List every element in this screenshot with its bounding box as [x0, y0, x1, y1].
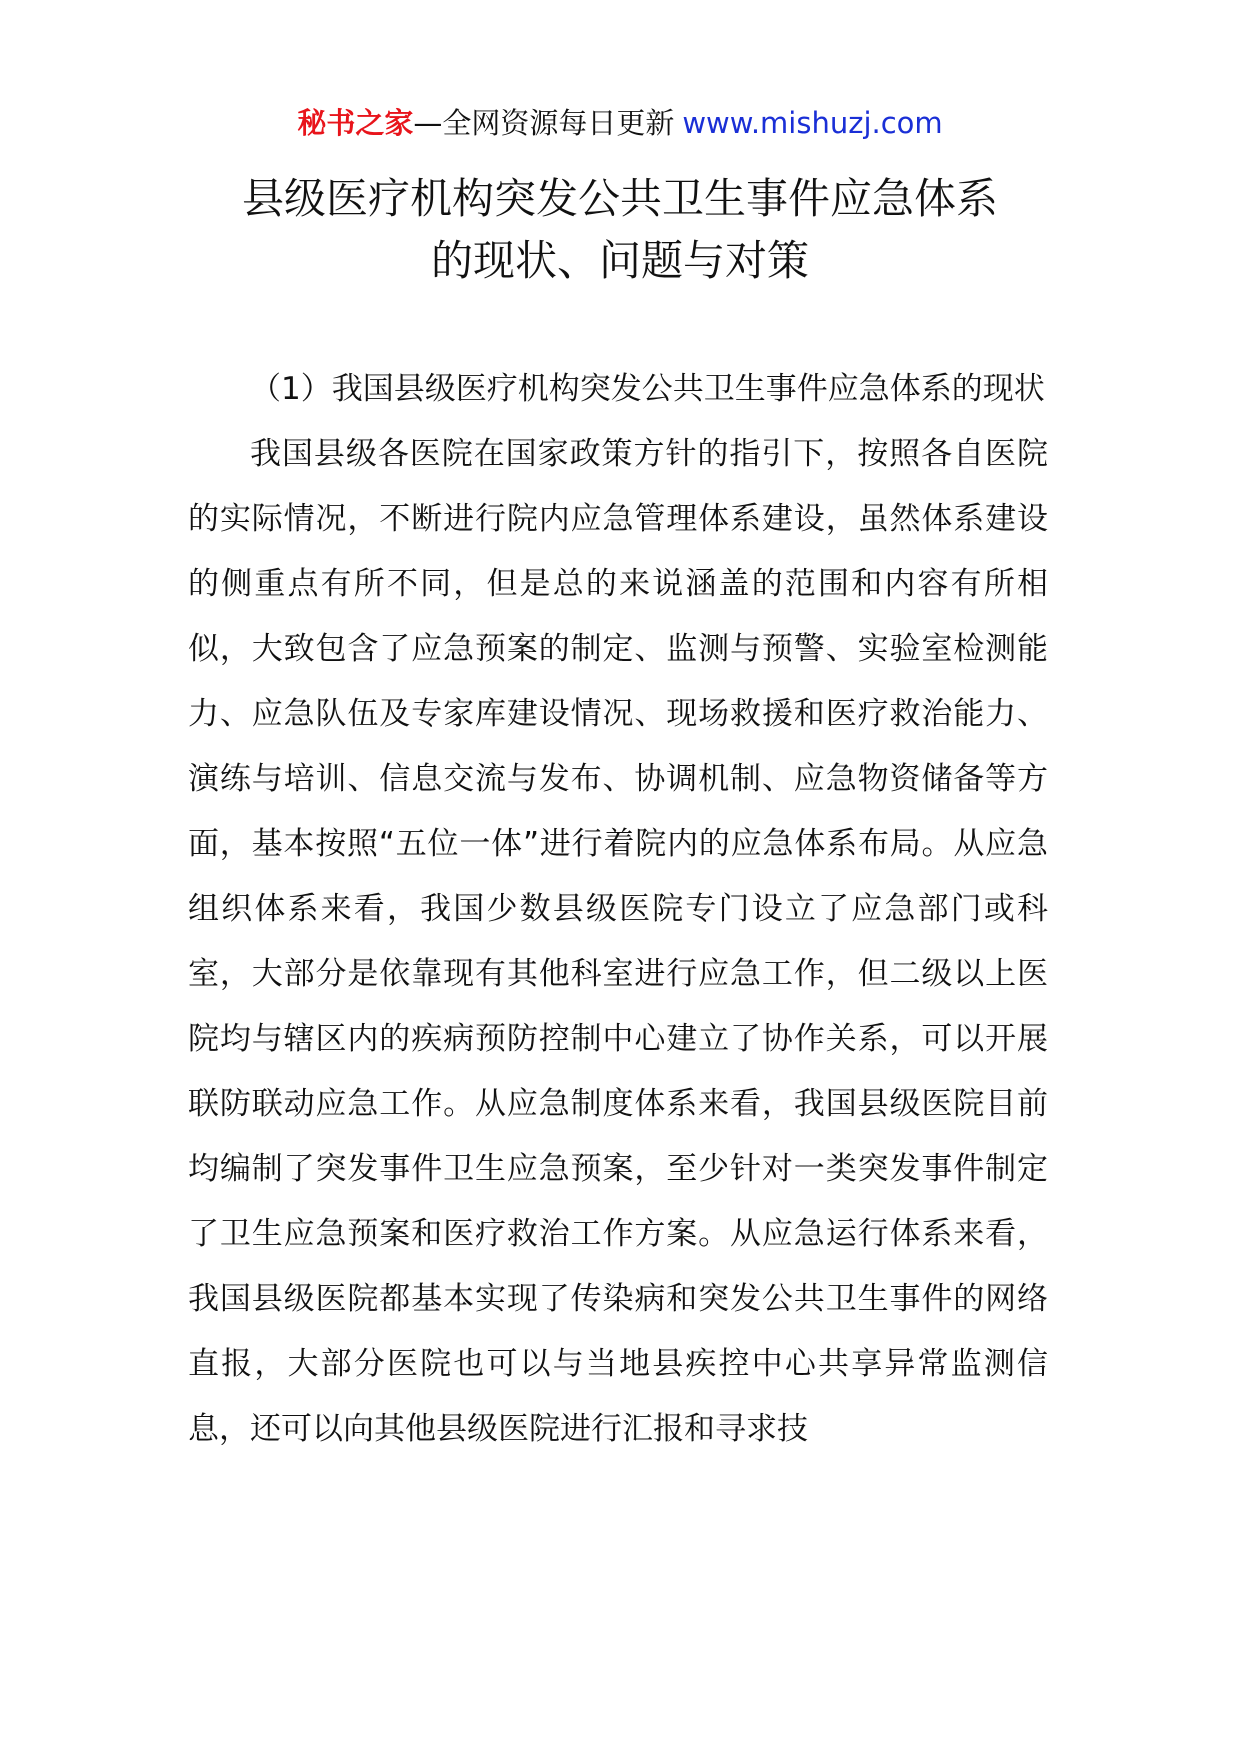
body-paragraph: 我国县级各医院在国家政策方针的指引下，按照各自医院的实际情况，不断进行院内应急管理体系建设，虽然体系建设的侧重点有所不同，但是总的来说涵盖的范围和内容有所相似，大致包含了应急预案的制定、监测与预警、实验室检测能力、应急队伍及专家库建设情况、现场救援和医疗救治能力、演练与培训、信息交流与发布、协调机制、应急物资储备等方面，基本按照“五位一体”进行着院内的应急体系布局。从应急组织体系来看，我国少数县级医院专门设立了应急部门或科室，大部分是依靠现有其他科室进行应急工作，但二级以上医院均与辖区内的疾病预防控制中心建立了协作关系，可以开展联防联动应急工作。从应急制度体系来看，我国县级医院目前均编制了突发事件卫生应急预案，至少针对一类突发事件制定了卫生应急预案和医疗救治工作方案。从应急运行体系来看，我国县级医院都基本实现了传染病和突发公共卫生事件的网络直报，大部分医院也可以与当地县疾控中心共享异常监测信息，还可以向其他县级医院进行汇报和寻求技 [188, 436, 1048, 1447]
title-line-1: 县级医疗机构突发公共卫生事件应急体系 [241, 174, 998, 223]
brand-name: 秘书之家 [297, 106, 414, 140]
header-tagline: —全网资源每日更新 [413, 106, 675, 140]
title-line-2: 的现状、问题与对策 [430, 236, 809, 285]
document-body [188, 357, 1048, 1462]
site-url-link[interactable]: www.mishuzj.com [682, 106, 943, 140]
site-header [0, 103, 1240, 143]
section-heading: （1）我国县级医疗机构突发公共卫生事件应急体系的现状 [250, 371, 1045, 407]
document-title [0, 168, 1240, 292]
